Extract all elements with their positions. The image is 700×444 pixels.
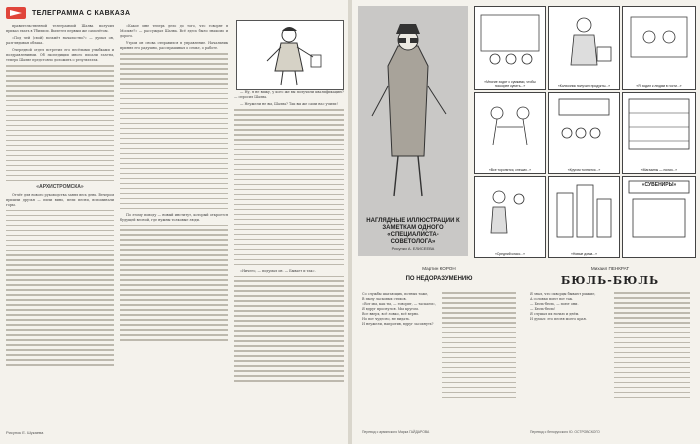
cartoon-caption: «Кругом толпятся...» bbox=[567, 168, 601, 172]
souvenir-sign: «СУВЕНИРЫ» bbox=[641, 182, 677, 188]
poem-column-1: Со службы шагающих, потных тоже, В пылу ласковых стихов. «Вот мы, как ты, — говорит, — таскаем», Я вдруг проснулся. Мы кругом. Все вверх, всё ловко, всё верно. Но вот чудесно, не видать. И неужели, напротив, вдруг засохнуть? bbox=[362, 292, 437, 326]
page-header bbox=[6, 6, 236, 20]
crowd-queue-icon bbox=[549, 93, 619, 161]
paragraph: «Под чей (свой) возьмёт начальство?» — думал он, разглядывая облака. bbox=[6, 36, 114, 45]
text-filler bbox=[442, 292, 516, 398]
feature-title-block bbox=[358, 6, 468, 256]
woman-sketch-icon bbox=[237, 21, 343, 89]
translator-credit: Перевод с армянского Марка ГАЙДАРОВА bbox=[362, 430, 430, 434]
translator-credit: Перевод с белорусского Ю. ОСТРОВСКОГО bbox=[530, 430, 600, 434]
right-page bbox=[352, 0, 700, 444]
feature-title: НАГЛЯДНЫЕ ИЛЛЮСТРАЦИИ К ЗАМЕТКАМ ОДНОГО «СПЕЦИАЛИСТА-СОВЕТОЛОГА» bbox=[366, 218, 460, 245]
paragraph: Отчёт для нового руководства занял весь день. Вечером пришли друзья — пили вино, пели песни, вспоминали горы. bbox=[6, 192, 114, 207]
buildings-icon bbox=[549, 177, 619, 245]
article-column-2 bbox=[120, 24, 228, 434]
paragraph: — Неужели не вы, Шалва? Так вы же сами нас учили! bbox=[240, 102, 338, 106]
illustration-woman bbox=[236, 20, 344, 90]
poem-headline: БЮЛЬ-БЮЛЬ bbox=[560, 274, 660, 287]
illustration-credit: Рисунок Е. Шукаева bbox=[6, 430, 44, 435]
poem-column-2 bbox=[614, 292, 690, 422]
cartoon-caption: «Колхозник получил продукты...» bbox=[557, 84, 611, 88]
poem-panel-right bbox=[526, 262, 694, 438]
cartoon-8 bbox=[548, 176, 620, 258]
text-filler bbox=[6, 210, 114, 366]
cartoon-caption: «Новые дома...» bbox=[570, 252, 598, 256]
man-with-binoculars-icon bbox=[358, 6, 468, 206]
store-shelves-icon bbox=[623, 93, 695, 161]
paragraph: — Ну, я не вижу, у кого же вы получили квалификацию? — спросил Шалва. bbox=[234, 90, 344, 99]
cartoon-7 bbox=[474, 176, 546, 258]
section-subheading: «АРХИСТРОМСКА» bbox=[36, 183, 84, 190]
poem-column-1: Я знал, что скворцы бывают рыжие, А соловьи поют вот так. — Бюль-бюль, — поют они. — Бюль-бюль! Я слушал их ночью и днём. И думал: это песня моего края. bbox=[530, 292, 596, 321]
feature-credit: Рисунки А. ЕЛИСЕЕВА bbox=[391, 246, 435, 251]
cartoon-caption: «Многие ходят с сумками, чтобы поскорее купить...» bbox=[484, 80, 536, 88]
paragraph: Очередной отдел встретил его весёлыми улыбками и поздравлениями. Об экспедиции много писали газеты, теперь Шалве предстояло доложить о результатах. bbox=[6, 48, 114, 62]
paragraph: правительственной телеграммой Шалва получил приказ ехать в Тбилиси. Вылетел первым же самолётом. bbox=[6, 24, 114, 33]
text-filler bbox=[234, 109, 344, 265]
paragraph: Утром он снова отправился в управление. Начальник принял его радушно, расспрашивал о семье, о работе. bbox=[120, 41, 228, 50]
paragraph: По этому поводу — новый институт, который откроется будущей весной, где нужны толковые люди. bbox=[120, 212, 228, 222]
paragraph: «Ничего, — подумал он. — Бывает и так». bbox=[240, 268, 316, 273]
cartoon-4 bbox=[474, 92, 546, 174]
text-filler bbox=[6, 65, 114, 181]
article-column-1 bbox=[6, 24, 114, 434]
cartoon-caption: «Средний класс...» bbox=[494, 252, 526, 256]
poem-column-2 bbox=[442, 292, 516, 422]
farmer-icon bbox=[549, 7, 619, 77]
cartoon-caption: «Магазины — полки...» bbox=[640, 168, 678, 172]
rubric-title: ТЕЛЕГРАММА С КАВКАЗА bbox=[32, 9, 131, 17]
cartoon-1 bbox=[474, 6, 546, 90]
cartoon-2 bbox=[548, 6, 620, 90]
magazine-logo-icon bbox=[6, 7, 26, 19]
text-filler bbox=[120, 225, 228, 341]
text-filler bbox=[234, 276, 344, 382]
cartoon-9 bbox=[622, 176, 696, 258]
shopping-crowd-icon bbox=[475, 7, 545, 77]
cartoon-caption: «Я ходил к людям в гости...» bbox=[636, 84, 682, 88]
cartoon-6 bbox=[622, 92, 696, 174]
cartoon-3 bbox=[622, 6, 696, 90]
poem-panel-left bbox=[358, 262, 520, 438]
dancing-people-icon bbox=[475, 93, 545, 161]
poem-author: Мартин КОРОН bbox=[422, 266, 456, 271]
visitor-icon bbox=[623, 7, 695, 77]
left-page bbox=[0, 0, 348, 444]
family-icon bbox=[475, 177, 545, 245]
poem-author: Михаил ПЕНКРАТ bbox=[590, 266, 630, 271]
article-column-3 bbox=[234, 90, 344, 434]
text-filler bbox=[120, 53, 228, 209]
cartoon-5 bbox=[548, 92, 620, 174]
paragraph: «Какое мне теперь дело до того, что говорят в Москве?» — рассуждал Шалва. Всё здесь было знакомо и дорого. bbox=[120, 24, 228, 38]
text-filler bbox=[614, 292, 690, 398]
poem-headline: ПО НЕДОРАЗУМЕНИЮ bbox=[405, 276, 473, 282]
cartoon-caption: «Все торопятся, спешат...» bbox=[488, 168, 532, 172]
